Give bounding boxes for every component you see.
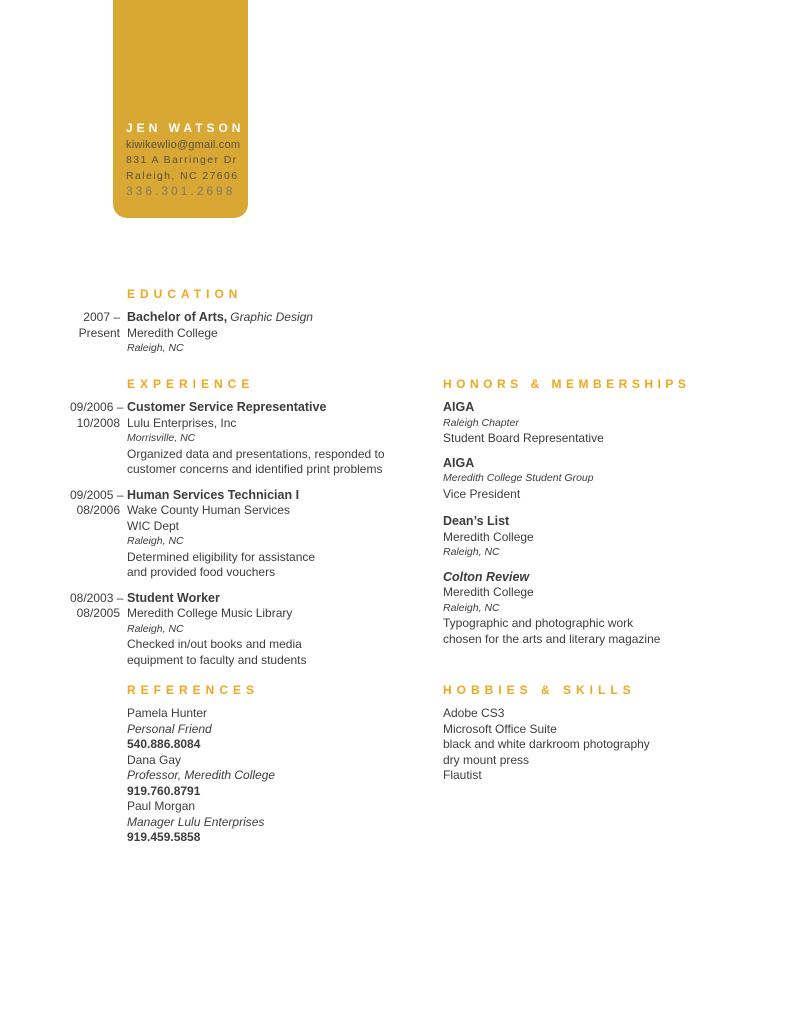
reference-name: Paul Morgan — [127, 799, 196, 813]
job-description-line: and provided food vouchers — [127, 565, 276, 579]
job-description-line: Checked in/out books and media — [127, 637, 302, 651]
date-start: 08/2003 – — [70, 590, 124, 605]
reference-item — [127, 799, 437, 846]
street-address: 831 A Barringer Dr — [126, 154, 238, 167]
hobbies-heading: HOBBIES & SKILLS — [443, 683, 636, 697]
job-location: Raleigh, NC — [127, 535, 184, 547]
job-title: Human Services Technician I — [127, 487, 300, 502]
degree-line — [127, 310, 313, 326]
honors-heading: HONORS & MEMBERSHIPS — [443, 377, 691, 391]
experience-heading: EXPERIENCE — [127, 377, 255, 391]
experience-entry — [70, 488, 460, 581]
honor-chapter: Meredith College Student Group — [443, 472, 594, 484]
employer: Meredith College Music Library — [127, 606, 293, 620]
honor-item — [443, 570, 743, 648]
honor-org: Meredith College — [443, 585, 534, 599]
date-end: 08/2005 — [76, 606, 120, 620]
job-description-line: customer concerns and identified print problems — [127, 462, 383, 476]
job-title: Student Worker — [127, 590, 220, 605]
experience-entry-body — [127, 488, 315, 581]
hobbies-section — [443, 683, 743, 784]
education-entry-body — [127, 310, 313, 357]
school-location: Raleigh, NC — [127, 342, 184, 354]
reference-relation: Personal Friend — [127, 721, 212, 736]
contact-badge — [113, 0, 248, 218]
employer: Lulu Enterprises, Inc — [127, 415, 237, 430]
reference-relation: Professor, Meredith College — [127, 768, 276, 782]
employer: Wake County Human Services — [127, 503, 290, 517]
experience-dates — [70, 487, 124, 581]
honor-name: Colton Review — [443, 569, 530, 584]
honor-item — [443, 400, 743, 447]
date-end: Present — [78, 325, 120, 340]
email-address: kiwikewlio@gmail.com — [126, 139, 241, 152]
hobby-item: Flautist — [443, 768, 482, 782]
honor-description-line: Typographic and photographic work — [443, 616, 634, 630]
date-start: 09/2006 – — [70, 400, 124, 414]
education-entry — [70, 310, 460, 357]
honor-item — [443, 514, 743, 561]
honor-chapter: Raleigh Chapter — [443, 416, 519, 429]
education-section — [70, 287, 460, 357]
school: Meredith College — [127, 325, 218, 340]
honor-role: Student Board Representative — [443, 431, 604, 445]
honor-name: AIGA — [443, 400, 475, 414]
reference-item — [127, 706, 437, 753]
job-description-line: equipment to faculty and students — [127, 652, 307, 667]
city-state-zip: Raleigh, NC 27606 — [126, 169, 239, 182]
date-end: 10/2008 — [76, 415, 120, 430]
person-name: JEN WATSON — [126, 120, 245, 135]
honor-location: Raleigh, NC — [443, 601, 500, 614]
experience-entry — [70, 591, 460, 669]
reference-relation: Manager Lulu Enterprises — [127, 814, 265, 829]
degree: Bachelor of Arts, — [127, 310, 228, 324]
reference-phone: 919.760.8791 — [127, 783, 201, 798]
phone-number: 336.301.2698 — [126, 183, 236, 198]
honor-name: Dean’s List — [443, 514, 510, 528]
degree-detail: Graphic Design — [230, 310, 313, 324]
date-start: 09/2005 – — [70, 487, 124, 502]
experience-entry-body — [127, 400, 385, 478]
honor-location: Raleigh, NC — [443, 546, 500, 558]
experience-dates — [70, 400, 124, 478]
employer-dept: WIC Dept — [127, 518, 180, 533]
hobby-item: dry mount press — [443, 752, 530, 767]
experience-section — [70, 377, 460, 668]
job-title: Customer Service Representative — [127, 400, 327, 414]
hobby-item: Microsoft Office Suite — [443, 721, 557, 736]
date-end: 08/2006 — [76, 503, 120, 517]
experience-dates — [70, 590, 124, 669]
job-location: Raleigh, NC — [127, 622, 184, 635]
honor-description-line: chosen for the arts and literary magazine — [443, 631, 661, 646]
reference-item — [127, 753, 437, 800]
reference-phone: 540.886.8084 — [127, 737, 201, 751]
honor-org: Meredith College — [443, 529, 534, 544]
job-location: Morrisville, NC — [127, 432, 196, 444]
job-description-line: Determined eligibility for assistance — [127, 549, 316, 564]
hobby-item: black and white darkroom photography — [443, 737, 650, 751]
education-heading: EDUCATION — [127, 287, 243, 301]
references-heading: REFERENCES — [127, 683, 260, 697]
honor-role: Vice President — [443, 486, 521, 501]
reference-name: Pamela Hunter — [127, 706, 208, 720]
education-dates — [70, 310, 120, 357]
experience-entry — [70, 400, 460, 478]
experience-entry-body — [127, 591, 306, 669]
date-start: 2007 – — [83, 310, 120, 324]
job-description-line: Organized data and presentations, responded to — [127, 446, 385, 461]
hobby-item: Adobe CS3 — [443, 706, 505, 720]
reference-phone: 919.459.5858 — [127, 830, 201, 844]
honors-section — [443, 377, 743, 656]
references-section — [127, 683, 437, 846]
honor-item — [443, 456, 743, 503]
honor-name: AIGA — [443, 455, 475, 470]
reference-name: Dana Gay — [127, 752, 182, 767]
